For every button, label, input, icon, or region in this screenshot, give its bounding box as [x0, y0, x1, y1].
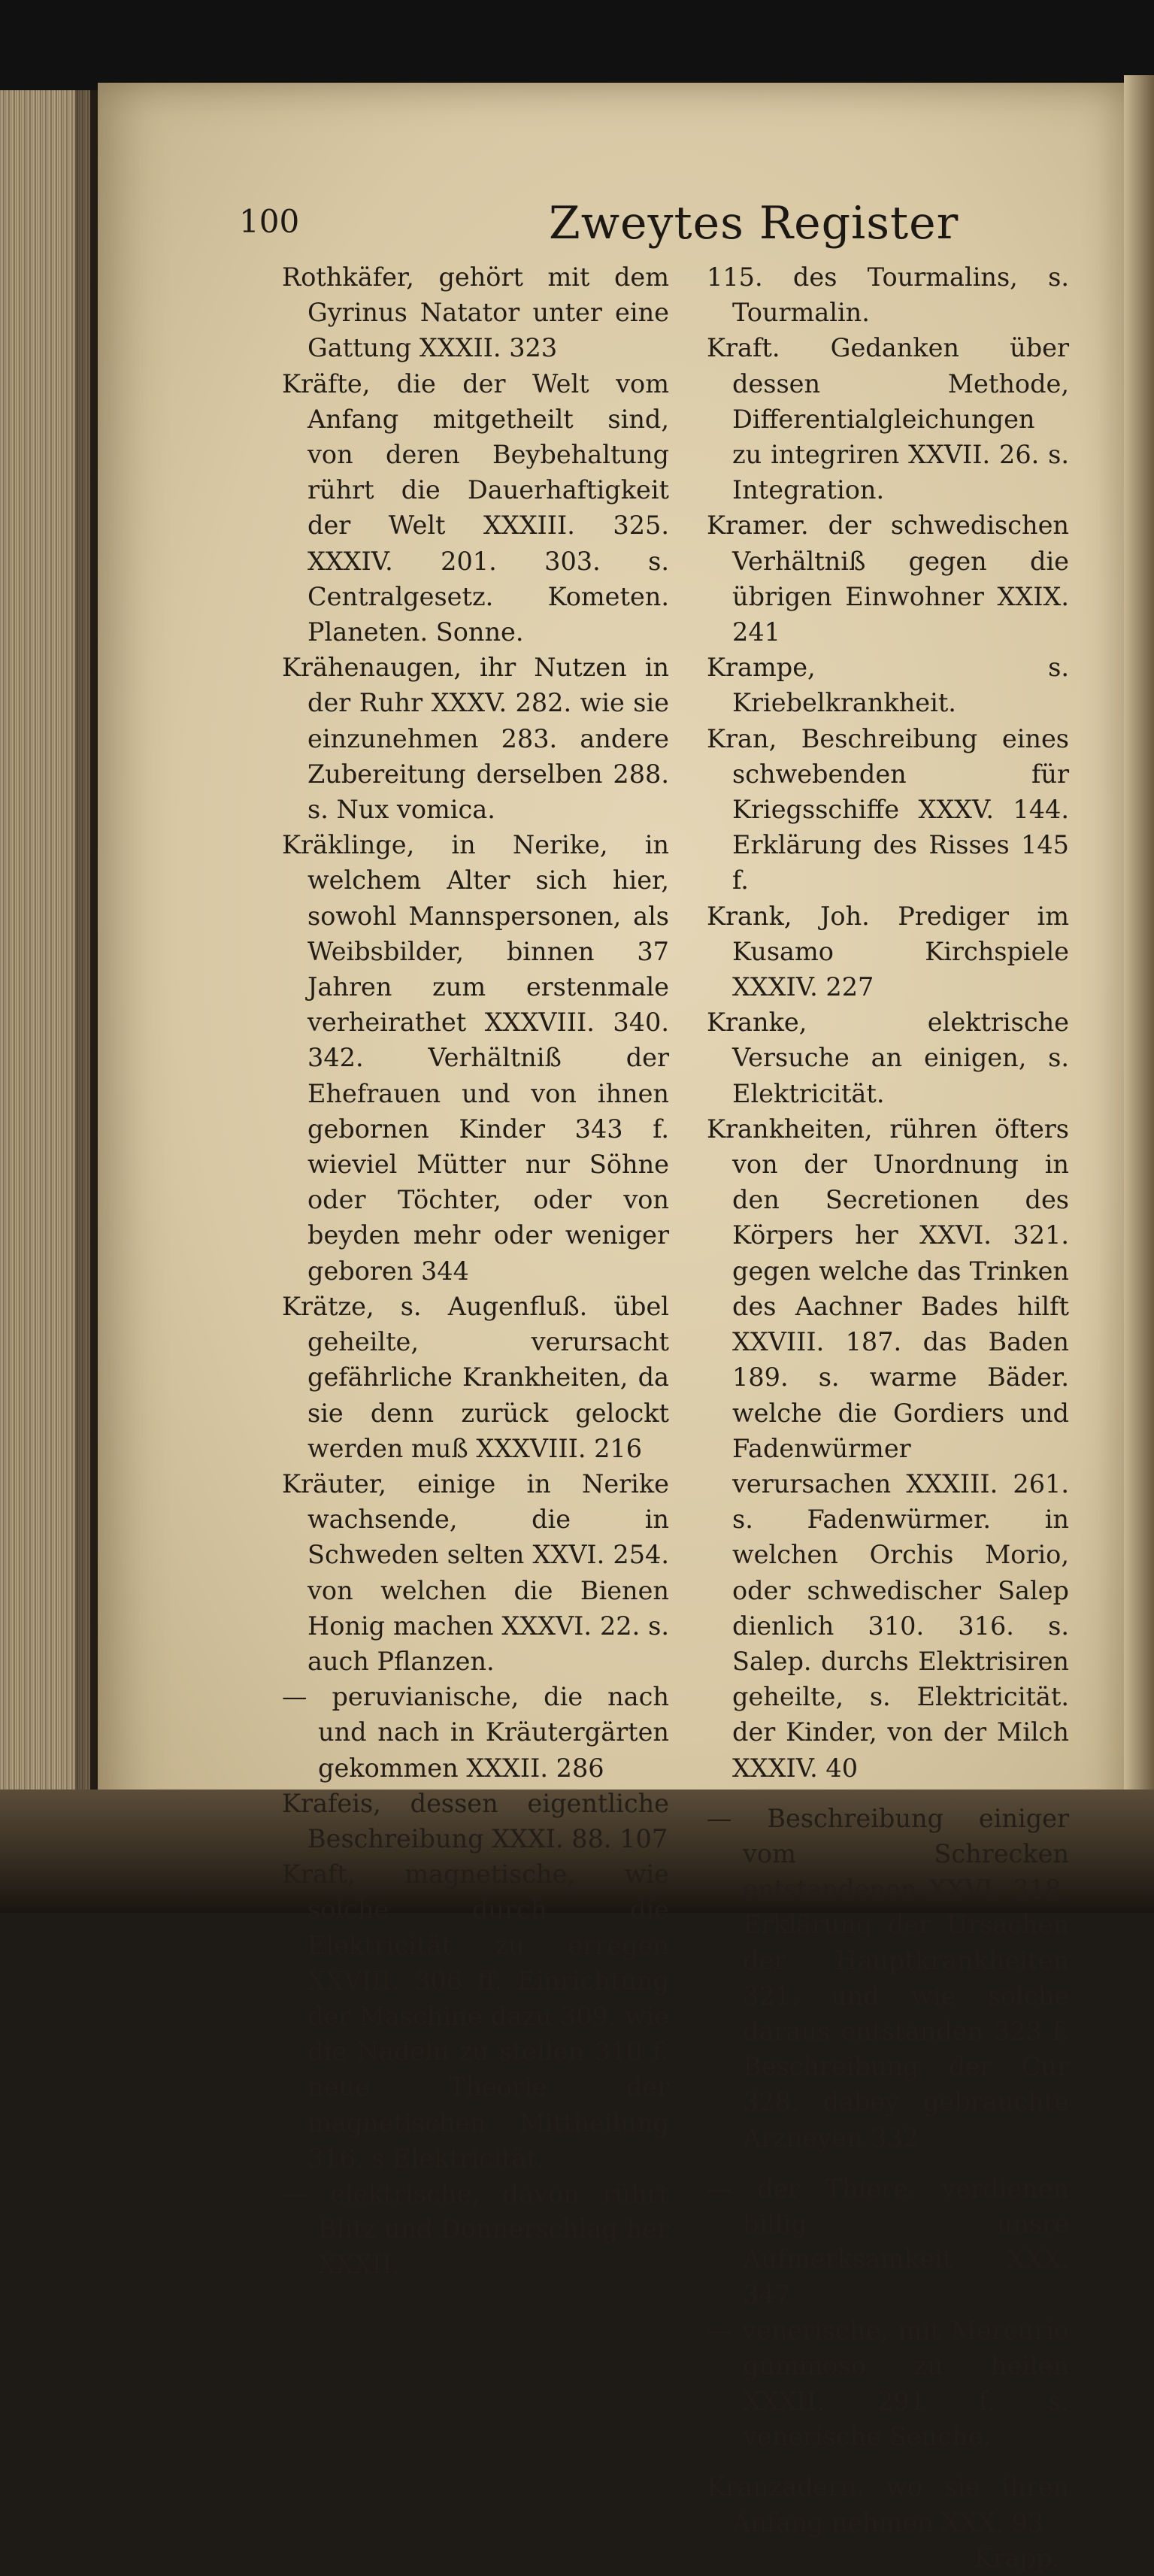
index-entry: Krätze, s. Augenfluß. übel geheilte, verursacht gefährliche Krankheiten, da sie denn zurück gelockt werden muß XXXVIII. 216 [282, 1291, 669, 1463]
index-entry: Kraft. Gedanken über dessen Methode, Differentialgleichungen zu integriren XXVII. 26. s. Integration. [707, 333, 1069, 505]
index-entry: Krank, Joh. Prediger im Kusamo Kirchspiele XXXIV. 227 [707, 901, 1069, 1002]
index-entry: Rothkäfer, gehört mit dem Gyrinus Natator unter eine Gattung XXXII. 323 [282, 262, 669, 363]
index-entry: Kraft, magnetische, wie solche durch die Elektricität zu erregen XXVIII. 306 ff. Einrichtung der Maschine dazu 309. wie die Nadeln zu stellen 310 f. neue Theorie der magnetischen Mittheilung 316. s Elektricität. [282, 1859, 669, 2173]
index-entry: Kran, Beschreibung eines schwebenden für Kriegsschiffe XXXV. 144. Erklärung des Risses 145 f. [707, 723, 1069, 896]
top-dark-band [0, 0, 1154, 90]
index-entry: — venerische, mit Mercurio gummoso zu heilen XXXII. 291 f. s. venerische Seuche. [707, 2315, 1069, 2452]
index-entry: Krankheiten, rühren öfters von der Unordnung in den Secretionen des Körpers her XXVI. 321. gegen welche das Trinken des Aachner Bades hilft XXVIII. 187. das Baden 189. s. warme Bäder. welche die Gordiers und Fadenwürmer verursachen XXXIII. 261. s. Fadenwürmer. in welchen Orchis Morio, oder schwedischer Salep dienlich 310. 316. s. Salep. durchs Elektrisiren geheilte, s. Elektricität. der Kinder, von der Milch XXXIV. 40 [707, 1114, 1069, 1783]
index-entry: Kranke, elektrische Versuche an einigen, s. Elektricität. [707, 1008, 1069, 1108]
right-column [707, 259, 1069, 2576]
index-entry: Krafeis, dessen eigentliche Beschreibung XXXI. 88. 107 [282, 1788, 669, 1853]
left-column [282, 259, 669, 2283]
index-entry: Kramer. der schwedischen Verhältniß gegen die übrigen Einwohner XXIX. 241 [707, 511, 1069, 647]
index-entry: Krähenaugen, ihr Nutzen in der Ruhr XXXV. 282. wie sie einzunehmen 283. andere Zubereitung derselben 288. s. Nux vomica. [282, 653, 669, 825]
index-entry: Kräfte, die der Welt vom Anfang mitgetheilt sind, von deren Beybehaltung rührt die Dauerhaftigkeit der Welt XXXIII. 325. XXXIV. 201. 303. s. Centralgesetz. Kometen. Planeten. Sonne. [282, 368, 669, 647]
index-entry: 115. des Tourmalins, s. Tourmalin. [707, 262, 1069, 328]
index-entry: — peruvianische, die nach und nach in Kräutergärten gekommen XXXII. 286 [282, 1682, 669, 1783]
index-entry: Kräuter, einige in Nerike wachsende, die in Schweden selten XXVI. 254. von welchen die Bienen Honig machen XXXVI. 22. s. auch Pflanzen. [282, 1468, 669, 1676]
page-number: 100 [239, 203, 300, 240]
index-entry: Kranzadern. wo sie ihren Anfang nehmen XXX. 93 [707, 2472, 1069, 2538]
page-header [0, 197, 1154, 250]
index-entry: Kräklinge, in Nerike, in welchem Alter sich hier, sowohl Mannspersonen, als Weibsbilder, binnen 37 Jahren zum erstenmale verheirathet XXXVIII. 340. 342. Verhältniß der Ehefrauen und von ihnen gebornen Kinder 343 f. wieviel Mütter nur Söhne oder Töchter, oder von beyden mehr oder weniger geboren 344 [282, 830, 669, 1286]
index-entry: — der Thiere. verdienen billig unsre Aufmerksamkeit XXX. 347 [707, 2173, 1069, 2310]
page-right-edge [1124, 75, 1154, 1805]
index-entry: Krampe, s. Kriebelkrankheit. [707, 653, 1069, 718]
index-entry: — elektrische, davon rührt Blitz und Donnerschlag her XXXII. [282, 2178, 669, 2280]
catchword: Krapp. [974, 2543, 1060, 2573]
running-title: Zweytes Register [549, 197, 959, 250]
index-entry: — Beschreibung einiger vom Schrecken entstandenen XXVI. 318. Erklärung der Ursachen der Hauptkrankheiten 321. und wie solche daraus entstanden 323 f. Beschreibung der Cur 328. dabey gebrauchte Arzneyen 332 [707, 1803, 1069, 2153]
